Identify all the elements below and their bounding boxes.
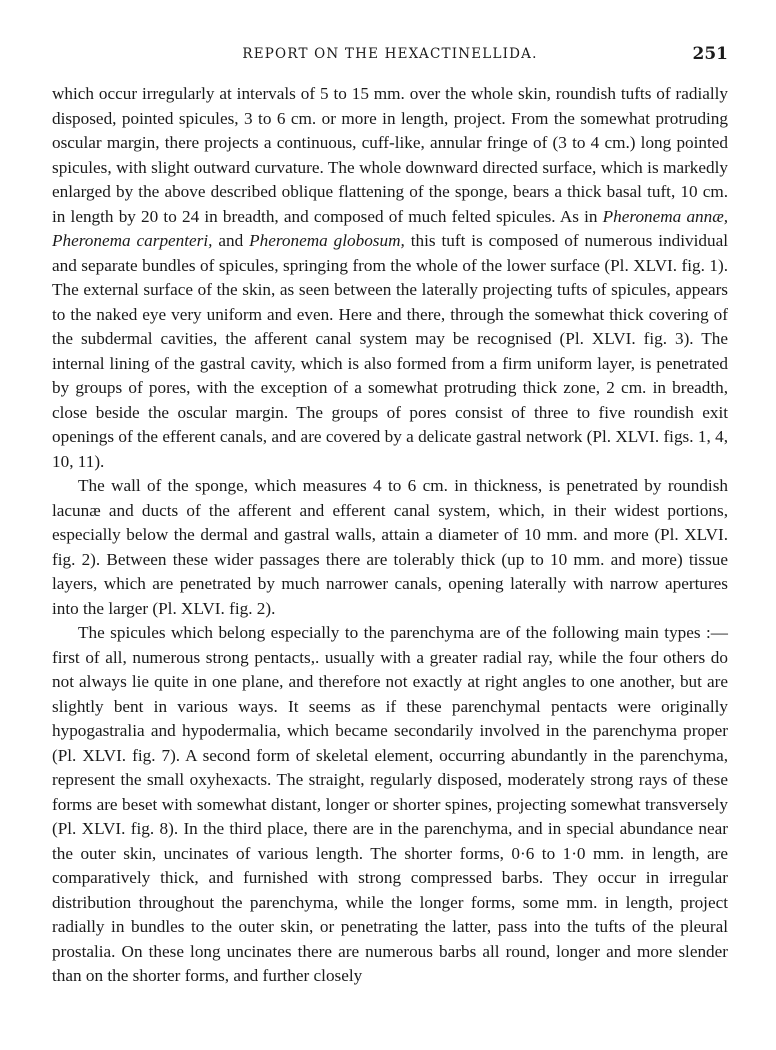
species-name-globosum: Pheronema globosum, xyxy=(249,231,405,250)
paragraph-2-text: The wall of the sponge, which measures 4 to 6 cm. in thickness, is penetrated by roundish lacunæ and ducts of the afferent and efferent canal system, which, in their widest portions, especially below the dermal and gastral walls, attain a diameter of 10 mm. and more (Pl. XLVI. fig. 2). Between these wider passages there are tolerably thick (up to 10 mm. and more) tissue layers, which are penetrated by much narrower canals, opening laterally with narrow apertures into the larger (Pl. XLVI. fig. 2). xyxy=(52,476,728,618)
page-header xyxy=(52,44,728,68)
paragraph-1 xyxy=(52,82,728,474)
paragraph-2 xyxy=(52,474,728,621)
paragraph-1-text: this tuft is composed of numerous individual and separate bundles of spicules, springing from the whole of the lower surface (Pl. XLVI. fig. 1). The external surface of the skin, as seen between the laterally projecting tufts of spicules, appears to the naked eye very uniform and even. Here and there, through the somewhat thick covering of the subdermal cavities, the afferent canal system may be recognised (Pl. XLVI. fig. 3). The internal lining of the gastral cavity, which is also formed from a firm uniform layer, is penetrated by groups of pores, with the exception of a somewhat protruding thick zone, 2 cm. in breadth, close beside the oscular margin. The groups of pores consist of three to five roundish exit openings of the efferent canals, and are covered by a delicate gastral network (Pl. XLVI. figs. 1, 4, 10, 11). xyxy=(52,231,728,471)
running-title: REPORT ON THE HEXACTINELLIDA. xyxy=(242,46,538,62)
page-number: 251 xyxy=(692,44,728,64)
paragraph-3-text: The spicules which belong especially to the parenchyma are of the following main types :—first of all, numerous strong pentacts,. usually with a greater radial ray, while the four others do not always lie quite in one plane, and therefore not exactly at right angles to one another, but are slightly bent in various ways. It seems as if these parenchymal pentacts were originally hypogastralia and hypodermalia, which became secondarily involved in the parenchyma proper (Pl. XLVI. fig. 7). A second form of skeletal element, occurring abundantly in the parenchyma, represent the small oxyhexacts. The straight, regularly disposed, moderately strong rays of these forms are beset with somewhat distant, longer or shorter spines, projecting somewhat transversely (Pl. XLVI. fig. 8). In the third place, there are in the parenchyma, and in special abundance near the outer skin, uncinates of various length. The shorter forms, 0·6 to 1·0 mm. in length, are comparatively thick, and furnished with strong compressed barbs. They occur in irregular distribution throughout the parenchyma, while the longer forms, some mm. in length, project radially in bundles to the outer skin, or penetrating the latter, pass into the tufts of the pleural prostalia. On these long uncinates there are numerous barbs all round, longer and more slender than on the shorter forms, and further closely xyxy=(52,623,728,985)
body-text xyxy=(52,82,728,989)
paragraph-3 xyxy=(52,621,728,989)
paragraph-1-text: which occur irregularly at intervals of 5 to 15 mm. over the whole skin, roundish tufts of radially disposed, pointed spicules, 3 to 6 cm. or more in length, project. From the somewhat protruding oscular margin, there projects a continuous, cuff-like, annular fringe of (3 to 4 cm.) long pointed spicules, with slight outward curvature. The whole downward directed surface, which is markedly enlarged by the above described oblique flattening of the sponge, bears a thick basal tuft, 10 cm. in length by 20 to 24 in breadth, and composed of much felted spicules. As in xyxy=(52,84,728,226)
paragraph-1-text: and xyxy=(212,231,250,250)
species-name-annae-carpenteri: Pheronema annæ, Pheronema carpenteri, xyxy=(52,206,728,250)
document-page xyxy=(52,44,728,989)
